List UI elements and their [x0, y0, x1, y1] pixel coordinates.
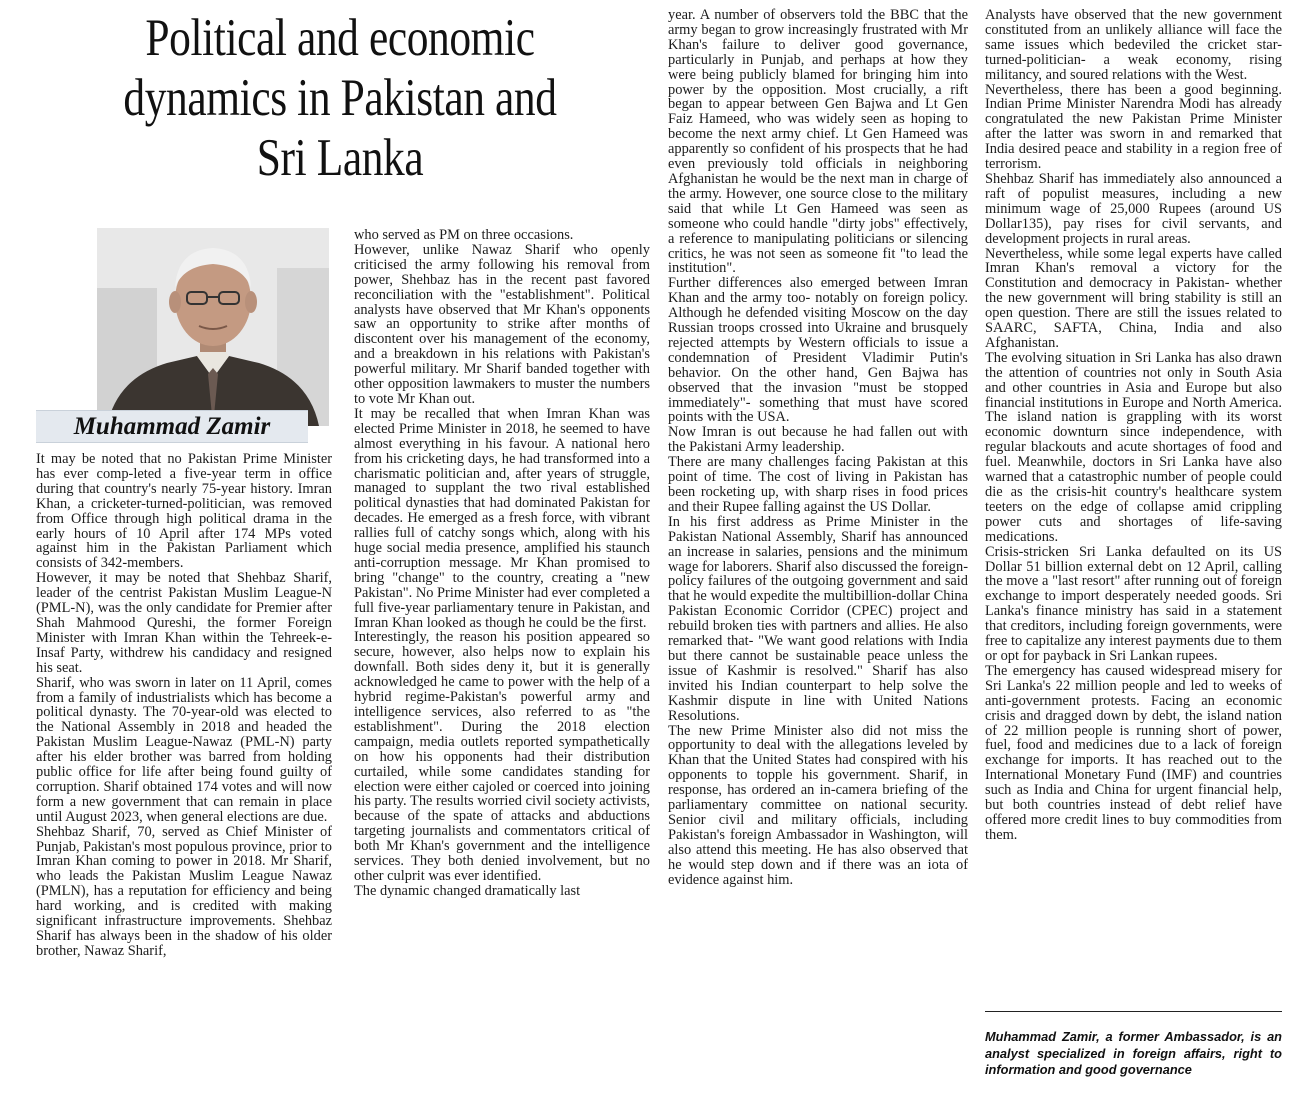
paragraph: It may be recalled that when Imran Khan was elected Prime Minister in 2018, he seemed to have almost everything in his favour. A national hero from his cricketing days, he had transformed into a charismatic politician and, after years of struggle, managed to supplant the two rival established political dynasties that had dominated Pakistan for decades. He emerged as a fresh force, with vibrant rallies full of catchy songs which, along with his huge social media presence, amplified his staunch anti-corruption message. Mr Khan promised to bring "change" to the country, creating a "new Pakistan". No Prime Minister had ever completed a full five-year parliamentary tenure in Pakistan, and Imran Khan looked as though he could be the first. [354, 405, 650, 631]
article-column-2 [354, 228, 650, 1096]
paragraph: However, it may be noted that Shehbaz Sharif, leader of the centrist Pakistan Muslim League-N (PML-N), was the only candidate for Premier after Shah Mahmood Qureshi, the former Foreign Minister with Imran Khan within the Tehreek-e-Insaf Party, withdrew his candidacy and resigned his seat. [36, 570, 332, 676]
paragraph: However, unlike Nawaz Sharif who openly criticised the army following his removal from power, Shehbaz has in the recent past favored reconciliation with the "establishment". Political analysts have observed that Mr Khan's opponents saw an opportunity to strike after months of discontent over his management of the economy, and a breakdown in his relations with Pakistan's powerful military. Mr Sharif banded together with other opposition lawmakers to muster the numbers to vote Mr Khan out. [354, 241, 650, 407]
paragraph: Further differences also emerged between Imran Khan and the army too- notably on foreign policy. Although he defended visiting Moscow on the day Russian troops crossed into Ukraine and brusquely rejected attempts by Western officials to issue a condemnation of President Vladimir Putin's behavior. On the other hand, Gen Bajwa has observed that the invasion "must be stopped immediately"- something that must have scored points with the USA. [668, 275, 968, 426]
bio-divider [985, 1011, 1282, 1012]
paragraph: In his first address as Prime Minister in the Pakistan National Assembly, Sharif has announced an increase in salaries, pensions and the minimum wage for laborers. Sharif also discussed the foreign-policy failures of the outgoing government and said that he would expedite the multibillion-dollar China Pakistan Economic Corridor (CPEC) project and rebuild broken ties with partners and allies. He also remarked that- "We want good relations with India but there cannot be sustainable peace unless the issue of Kashmir is resolved." Sharif has also invited his Indian counterpart to help solve the Kashmir dispute in line with United Nations Resolutions. [668, 513, 968, 724]
paragraph: The emergency has caused widespread misery for Sri Lanka's 22 million people and led to weeks of anti-government protests. Facing an economic crisis and dragged down by debt, the island nation of 22 million people is running short of power, fuel, food and medicines due to a lack of foreign exchange for imports. It has reached out to the International Monetary Fund (IMF) and countries such as India and China for urgent financial help, but both countries instead of debt relief have offered more credit lines to buy commodities from them. [985, 662, 1282, 843]
paragraph: Shehbaz Sharif, 70, served as Chief Minister of Punjab, Pakistan's most populous province, prior to Imran Khan coming to power in 2018. Mr Sharif, who leads the Pakistan Muslim League Nawaz (PMLN), has a reputation for efficiency and being hard working, and is credited with making significant infrastructure improvements. Shehbaz Sharif has always been in the shadow of his older brother, Nawaz Sharif, [36, 823, 332, 959]
headline: Political and economic dynamics in Pakistan and Sri Lanka [123, 9, 557, 187]
paragraph: year. A number of observers told the BBC that the army began to grow increasingly frustrated with Mr Khan's failure to deliver good governance, particularly in Punjab, and perhaps at how they were being publicly blamed for bringing him into power by the opposition. Most crucially, a rift began to appear between Gen Bajwa and Lt Gen Faiz Hameed, who was widely seen as hoping to become the next army chief. Lt Gen Hameed was apparently so confident of his prospects that he had even previously told officials in neighboring Afghanistan he would be the next man in charge of the army. However, one source close to the military said that while Lt Gen Hameed was seen as someone who could handle "dirty jobs" effectively, a reference to manipulating politicians or silencing critics, he was not seen as someone fit "to lead the institution". [668, 8, 968, 277]
paragraph: Shehbaz Sharif has immediately also announced a raft of populist measures, including a new minimum wage of 25,000 Rupees (around US Dollar135), pay rises for civil servants, and development projects in rural areas. [985, 170, 1282, 247]
paragraph: It may be noted that no Pakistan Prime Minister has ever comp-leted a five-year term in office during that country's nearly 75-year history. Imran Khan, a cricketer-turned-politician, was removed from Office through high political drama in the early hours of 10 April after 174 MPs voted against him in the Pakistan Parliament which consists of 342-members. [36, 452, 332, 572]
author-byline: Muhammad Zamir [36, 410, 308, 443]
paragraph: who served as PM on three occasions. [354, 228, 574, 243]
paragraph: Nevertheless, there has been a good beginning. Indian Prime Minister Narendra Modi has already congratulated the new Pakistan Prime Minister after the latter was sworn in and remarked that India desired peace and stability in a region free of terrorism. [985, 81, 1282, 173]
paragraph: The dynamic changed dramatically last [354, 882, 581, 899]
article-column-3 [668, 8, 968, 1094]
paragraph: Nevertheless, while some legal experts have called Imran Khan's removal a victory for the Constitution and democracy in Pakistan- whether the new government will bring stability is still an open question. There are still the issues related to SAARC, SAFTA, China, India and also Afghanistan. [985, 245, 1282, 351]
article-column-4 [985, 8, 1282, 1008]
author-bio: Muhammad Zamir, a former Ambassador, is an analyst specialized in foreign affairs, right to information and good governance [985, 1029, 1282, 1077]
paragraph: The evolving situation in Sri Lanka has also drawn the attention of countries not only in South Asia and other countries in Asia and Europe but also financial institutions in Europe and North America. The island nation is grappling with its worst economic downturn since independence, with regular blackouts and acute shortages of food and fuel. Meanwhile, doctors in Sri Lanka have also warned that a catastrophic number of people could die as the crisis-hit country's healthcare system teeters on the edge of collapse amid crippling power cuts and shortages of life-saving medications. [985, 349, 1282, 545]
paragraph: The new Prime Minister also did not miss the opportunity to deal with the allegations leveled by Khan that the United States had conspired with his opponents to topple his government. Sharif, in response, has ordered an in-camera briefing of the parliamentary committee on national security. Senior civil and military officials, including Pakistan's foreign Ambassador in Washington, will also attend this meeting. He has also observed that he would step down and if there was an iota of evidence against him. [668, 722, 968, 888]
article-column-1 [36, 452, 332, 1102]
author-photo [97, 228, 329, 426]
paragraph: There are many challenges facing Pakistan at this point of time. The cost of living in Pakistan has been rocketing up, with sharp rises in food prices and their Rupee falling against the US Dollar. [668, 454, 968, 515]
paragraph: Interestingly, the reason his position appeared so secure, however, also helps now to explain his downfall. Both sides deny it, but it is generally acknowledged he came to power with the help of a hybrid regime-Pakistan's powerful army and intelligence services, also referred to as "the establishment". During the 2018 election campaign, media outlets reported sympathetically on how his opponents had their distribution curtailed, while some candidates standing for election were either cajoled or coerced into joining his party. The results worried civil society activists, because of the spate of attacks and abductions targeting journalists and commentators critical of both Mr Khan's government and the intelligence services. They both denied involvement, but no other culprit was ever identified. [354, 629, 650, 884]
paragraph: Analysts have observed that the new government constituted from an unlikely alliance will face the same issues which bedeviled the cricket star-turned-politician- a weak economy, rising militancy, and soured relations with the West. [985, 8, 1282, 83]
paragraph: Sharif, who was sworn in later on 11 April, comes from a family of industrialists which has become a political dynasty. The 70-year-old was elected to the National Assembly in 2018 and headed the Pakistan Muslim League-Nawaz (PML-N) party after his elder brother was barred from holding public office for life after being found guilty of corruption. Sharif obtained 174 votes and will now form a new government that can remain in place until August 2023, when general elections are due. [36, 674, 332, 825]
paragraph: Crisis-stricken Sri Lanka defaulted on its US Dollar 51 billion external debt on 12 April, calling the move a "last resort" after running out of foreign exchange to import desperately needed goods. Sri Lanka's finance ministry has said in a statement that creditors, including foreign governments, were free to capitalize any interest payments due to them or opt for payback in Sri Lankan rupees. [985, 543, 1282, 664]
paragraph: Now Imran is out because he had fallen out with the Pakistani Army leadership. [668, 424, 968, 456]
